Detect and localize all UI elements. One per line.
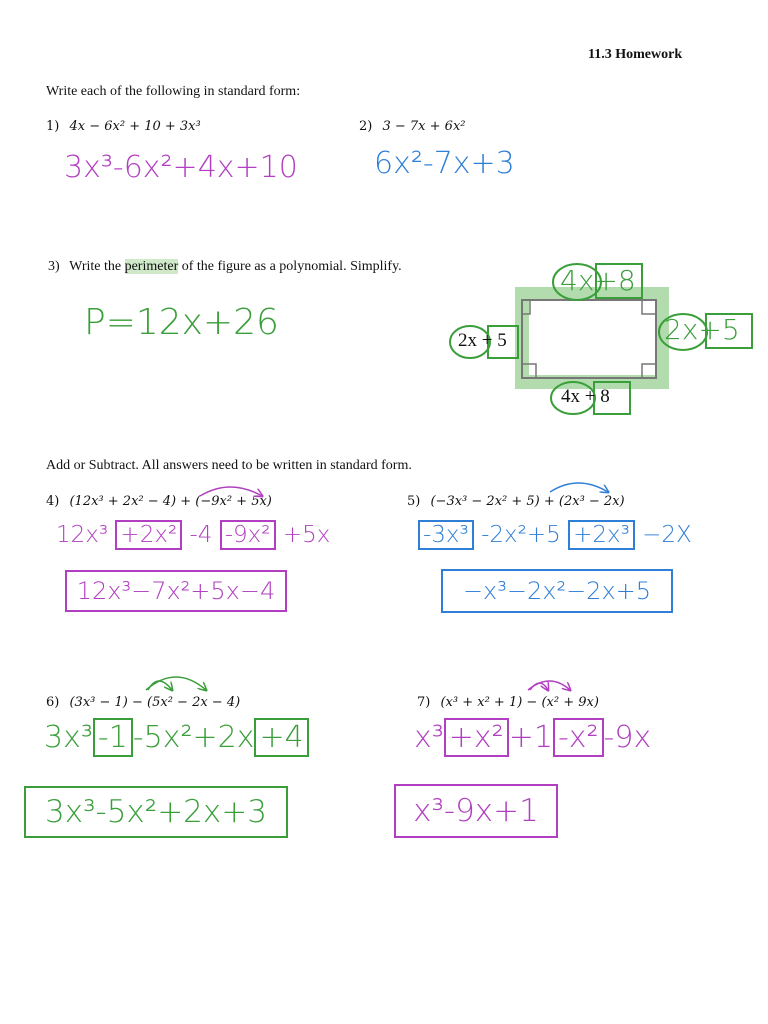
answer-7: x³-9x+1 <box>394 784 558 838</box>
problem-expression: (12x³ + 2x² − 4) + (−9x² + 5x) <box>69 494 272 509</box>
arrow-4 <box>200 487 262 496</box>
problem-number: 7) <box>417 695 431 710</box>
work-term: -2x²+5 <box>481 522 561 548</box>
section3-instruction: Add or Subtract. All answers need to be written in standard form. <box>46 458 412 473</box>
problem-expression: (3x³ − 1) − (5x² − 2x − 4) <box>69 695 241 710</box>
section1-instruction: Write each of the following in standard form: <box>46 84 301 99</box>
figure-side-left: 2x + 5 <box>458 330 507 351</box>
work-term: 3x³ <box>44 720 93 755</box>
work-term-boxed: -9x² <box>220 520 276 550</box>
prompt-before: Write the <box>69 259 125 274</box>
problem-number: 2) <box>359 119 373 134</box>
answer-1: 3x³-6x²+4x+10 <box>64 150 298 185</box>
work-term: +5x <box>282 522 331 548</box>
figure-side-bottom: 4x + 8 <box>561 386 610 407</box>
problem-expression: (x³ + x² + 1) − (x² + 9x) <box>440 695 599 710</box>
work-term: −2X <box>642 522 692 548</box>
work-term: 12x³ <box>56 522 109 548</box>
page-title: 11.3 Homework <box>588 47 683 62</box>
problem-expression: 4x − 6x² + 10 + 3x³ <box>69 119 201 134</box>
work-term: -5x²+2x <box>132 720 255 755</box>
work-term-boxed: +2x² <box>115 520 182 550</box>
work-term-boxed: +4 <box>254 718 308 757</box>
work-term: +1 <box>508 720 553 755</box>
prompt-highlight: perimeter <box>124 259 179 274</box>
answer-6: 3x³-5x²+2x+3 <box>24 786 288 838</box>
answer-3: P=12x+26 <box>84 302 279 343</box>
work-term-boxed: -3x³ <box>418 520 474 550</box>
problem-expression: 3 − 7x + 6x² <box>382 119 466 134</box>
prompt-after: of the figure as a polynomial. Simplify. <box>178 259 402 274</box>
answer-4: 12x³−7x²+5x−4 <box>65 570 287 612</box>
annotation-top: 4x+8 <box>560 264 636 297</box>
problem-number: 5) <box>407 494 421 509</box>
work-term-boxed: -1 <box>93 718 133 757</box>
work-term: -9x <box>603 720 652 755</box>
arrow-6b <box>146 677 206 690</box>
answer-2: 6x²-7x+3 <box>374 146 515 181</box>
problem-number: 1) <box>46 119 60 134</box>
arrow-7b <box>528 681 570 690</box>
problem-number: 4) <box>46 494 60 509</box>
work-term-boxed: +2x³ <box>568 520 635 550</box>
answer-5: −x³−2x²−2x+5 <box>441 569 673 613</box>
work-term: -4 <box>189 522 213 548</box>
work-term-boxed: -x² <box>553 718 604 757</box>
problem-number: 6) <box>46 695 60 710</box>
annotation-right: 2x+5 <box>664 313 740 346</box>
work-term-boxed: +x² <box>444 718 509 757</box>
problem-number: 3) <box>48 259 60 274</box>
arrow-5 <box>550 483 608 492</box>
work-term: x³ <box>414 720 444 755</box>
problem-expression: (−3x³ − 2x² + 5) + (2x³ − 2x) <box>430 494 625 509</box>
